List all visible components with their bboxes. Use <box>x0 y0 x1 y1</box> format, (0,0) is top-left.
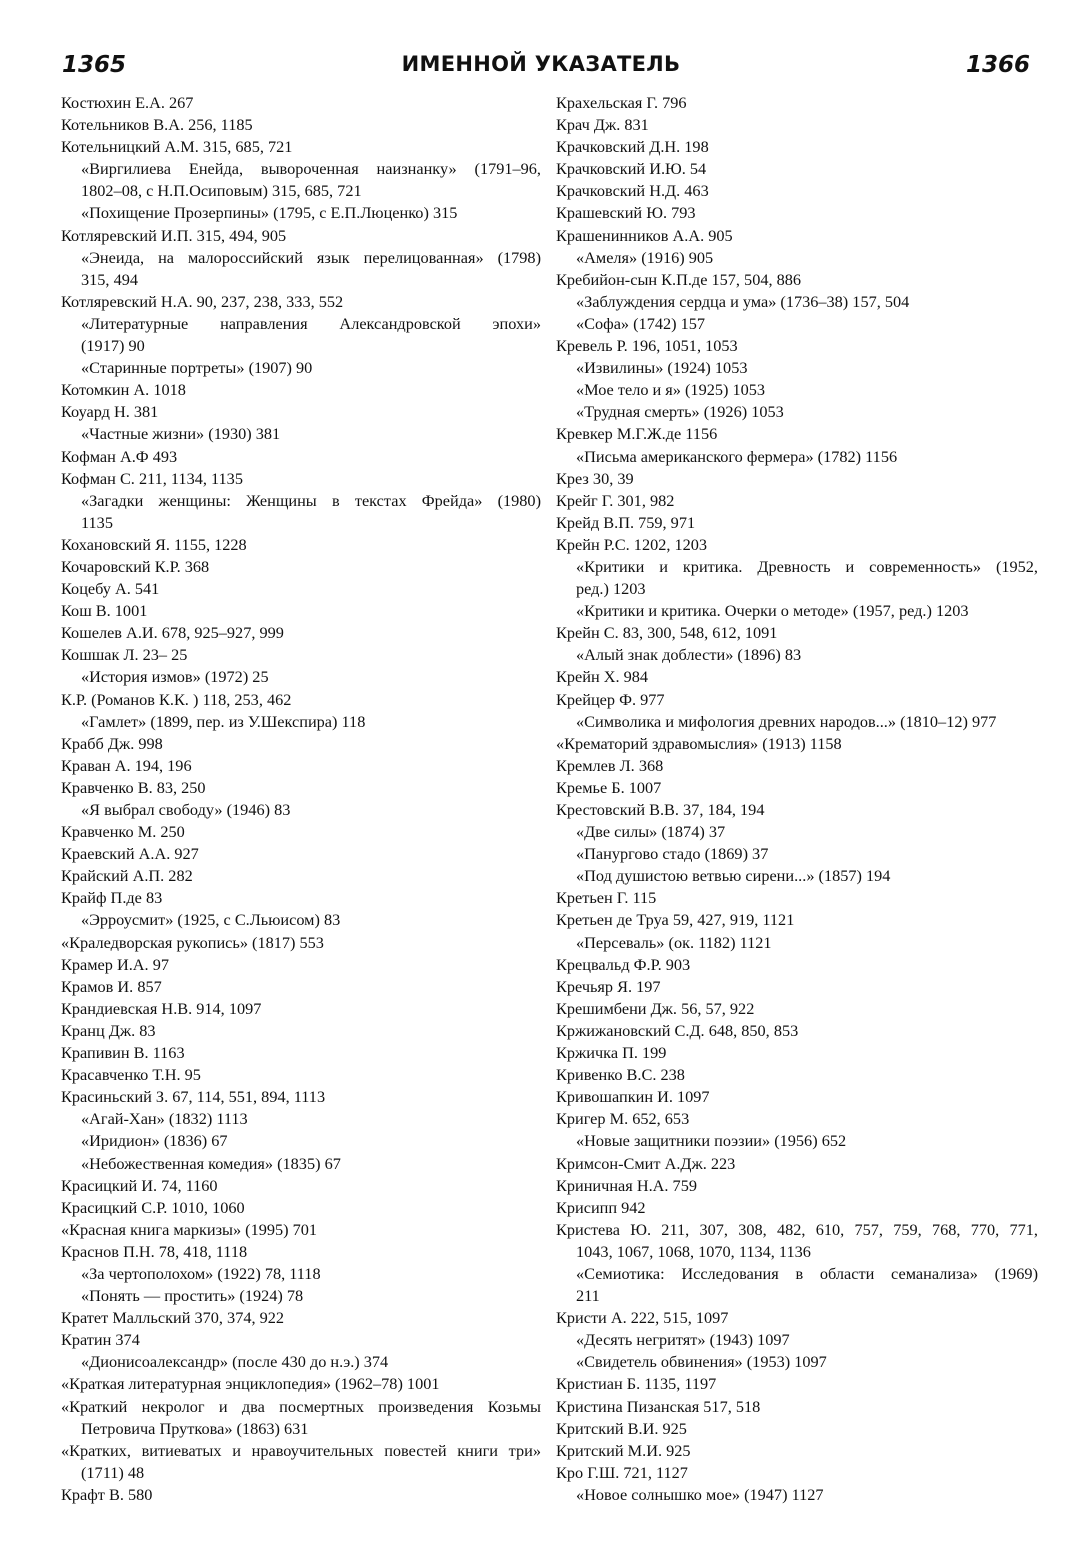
index-column-right <box>556 92 1038 1506</box>
index-subentry: (1711) 48 <box>81 1462 145 1482</box>
index-entry: Костюхин Е.А. 267 <box>61 93 194 112</box>
index-entry: Красицкий С.Р. 1010, 1060 <box>61 1197 245 1217</box>
index-entry: Котельницкий А.М. 315, 685, 721 <box>61 137 293 157</box>
index-subentry: «За чертополохом» (1922) 78, 1118 <box>81 1263 321 1283</box>
index-subentry: «Эрроусмит» (1925, с С.Льюисом) 83 <box>81 910 341 930</box>
index-entry: Кофман А.Ф 493 <box>61 446 178 466</box>
index-entry: «Красная книга маркизы» (1995) 701 <box>61 1219 318 1239</box>
index-entry: «Краледворская рукопись» (1817) 553 <box>61 932 324 952</box>
index-subentry: 1135 <box>81 512 113 532</box>
index-subentry: «Загадки женщины: Женщины в текстах Фрейда» (1980) <box>81 490 541 510</box>
index-entry: Кребийон-сын К.П.де 157, 504, 886 <box>556 269 802 289</box>
index-entry: Кочаровский К.Р. 368 <box>61 556 210 576</box>
index-entry: Коуард Н. 381 <box>61 402 159 422</box>
index-subentry: «Иридион» (1836) 67 <box>81 1131 228 1151</box>
index-entry: Кригер М. 652, 653 <box>556 1109 690 1129</box>
index-entry: Котляревский Н.А. 90, 237, 238, 333, 552 <box>61 291 344 311</box>
index-entry: Кристева Ю. 211, 307, 308, 482, 610, 757, 759, 768, 770, 771, <box>556 1219 1038 1239</box>
index-subentry: «Критики и критика. Древность и современность» (1952, <box>576 556 1038 576</box>
index-subentry: «Трудная смерть» (1926) 1053 <box>576 402 784 422</box>
index-subentry: «Новое солнышко мое» (1947) 1127 <box>576 1484 824 1504</box>
index-subentry: «Две силы» (1874) 37 <box>576 822 726 842</box>
index-entry: Кремье Б. 1007 <box>556 777 662 797</box>
index-subentry: «Заблуждения сердца и ума» (1736–38) 157, 504 <box>576 291 910 311</box>
index-subentry: «История измов» (1972) 25 <box>81 667 269 687</box>
index-entry: Крашевский Ю. 793 <box>556 203 696 223</box>
index-entry: Красиньский З. 67, 114, 551, 894, 1113 <box>61 1087 326 1107</box>
index-subentry: «Персеваль» (ок. 1182) 1121 <box>576 932 772 952</box>
index-subentry: 1802–08, с Н.П.Осиповым) 315, 685, 721 <box>81 181 362 201</box>
index-entry: Котомкин А. 1018 <box>61 380 186 400</box>
index-entry: Крачковский И.Ю. 54 <box>556 159 707 179</box>
index-subentry: (1917) 90 <box>81 336 145 356</box>
index-entry: Кратет Малльский 370, 374, 922 <box>61 1308 285 1328</box>
index-entry: Кристи А. 222, 515, 1097 <box>556 1308 729 1328</box>
index-entry: «Кратких, витиеватых и нравоучительных повестей книги три» <box>61 1440 541 1460</box>
index-subentry: «Старинные портреты» (1907) 90 <box>81 358 313 378</box>
index-subentry: 211 <box>576 1286 600 1306</box>
index-entry: Кржичка П. 199 <box>556 1043 667 1063</box>
index-entry: Крабб Дж. 998 <box>61 733 163 753</box>
index-entry: Крестовский В.В. 37, 184, 194 <box>556 800 765 819</box>
index-entry: Крейн Х. 984 <box>556 667 649 687</box>
index-entry: Крамов И. 857 <box>61 976 162 996</box>
index-subentry: «Небожественная комедия» (1835) 67 <box>81 1153 341 1173</box>
index-entry: Крачковский Н.Д. 463 <box>556 181 709 201</box>
index-subentry: «Гамлет» (1899, пер. из У.Шекспира) 118 <box>81 711 366 731</box>
index-entry: Крахельская Г. 796 <box>556 93 687 112</box>
index-entry: Крецвальд Ф.Р. 903 <box>556 954 691 974</box>
index-subentry: «Критики и критика. Очерки о методе» (1957, ред.) 1203 <box>576 601 969 621</box>
index-entry: Красицкий И. 74, 1160 <box>61 1175 218 1195</box>
index-entry: Красавченко Т.Н. 95 <box>61 1065 201 1085</box>
index-subentry: «Письма американского фермера» (1782) 1156 <box>576 446 898 466</box>
index-entry: Крейг Г. 301, 982 <box>556 490 675 510</box>
index-entry: Крапивин В. 1163 <box>61 1043 185 1063</box>
index-entry: Крамер И.А. 97 <box>61 954 169 974</box>
index-entry: Криничная Н.А. 759 <box>556 1175 697 1195</box>
index-entry: Краван А. 194, 196 <box>61 755 192 775</box>
index-entry: Крейцер Ф. 977 <box>556 689 665 709</box>
index-entry: Крайф П.де 83 <box>61 888 163 908</box>
index-entry: Кофман С. 211, 1134, 1135 <box>61 468 243 488</box>
index-subentry: 315, 494 <box>81 269 138 289</box>
index-entry: Крисипп 942 <box>556 1197 646 1217</box>
index-subentry: «Похищение Прозерпины» (1795, с Е.П.Люценко) 315 <box>81 203 458 223</box>
index-subentry: «Дионисоалександр» (после 430 до н.э.) 374 <box>81 1352 389 1372</box>
index-subentry: «Десять негритят» (1943) 1097 <box>576 1330 790 1350</box>
index-entry: Кретьен Г. 115 <box>556 888 657 908</box>
index-subentry: «Частные жизни» (1930) 381 <box>81 424 281 444</box>
index-subentry: «Понять — простить» (1924) 78 <box>81 1286 304 1306</box>
index-entry: Краснов П.Н. 78, 418, 1118 <box>61 1241 248 1261</box>
index-entry: «Крематорий здравомыслия» (1913) 1158 <box>556 733 842 753</box>
index-subentry: «Свидетель обвинения» (1953) 1097 <box>576 1352 827 1372</box>
index-entry: Кошелев А.И. 678, 925–927, 999 <box>61 623 284 643</box>
index-subentry: «Символика и мифология древних народов...» (1810–12) 977 <box>576 711 997 731</box>
index-subentry: «Амеля» (1916) 905 <box>576 247 714 267</box>
index-entry: Крешимбени Дж. 56, 57, 922 <box>556 998 755 1018</box>
index-subentry: Петровича Пруткова» (1863) 631 <box>81 1418 309 1438</box>
page-title: ИМЕННОЙ УКАЗАТЕЛЬ <box>401 52 681 76</box>
index-subentry: «Извилины» (1924) 1053 <box>576 358 748 378</box>
index-entry: Кранц Дж. 83 <box>61 1020 156 1040</box>
index-entry: Крандиевская Н.В. 914, 1097 <box>61 998 262 1018</box>
page-number-left: 1365 <box>62 52 127 78</box>
index-entry: Крафт В. 580 <box>61 1484 153 1504</box>
index-entry: Кревель Р. 196, 1051, 1053 <box>556 336 738 356</box>
index-subentry: «Семиотика: Исследования в области семанализа» (1969) <box>576 1263 1038 1283</box>
index-entry: Коцебу А. 541 <box>61 579 160 599</box>
index-entry: Крачковский Д.Н. 198 <box>556 137 709 157</box>
index-entry: Кревкер М.Г.Ж.де 1156 <box>556 424 718 444</box>
index-subentry: «Алый знак доблести» (1896) 83 <box>576 645 802 665</box>
index-entry: Кречьяр Я. 197 <box>556 976 661 996</box>
index-subentry: «Под душистою ветвью сирени...» (1857) 194 <box>576 866 891 886</box>
index-subentry: «Агай-Хан» (1832) 1113 <box>81 1109 248 1129</box>
index-entry: Крашенинников А.А. 905 <box>556 225 733 245</box>
index-column-left <box>61 92 541 1506</box>
index-entry: Кратин 374 <box>61 1330 140 1350</box>
index-subentry: 1043, 1067, 1068, 1070, 1134, 1136 <box>576 1241 811 1261</box>
index-entry: Краевский А.А. 927 <box>61 844 199 864</box>
index-entry: Кош В. 1001 <box>61 601 148 621</box>
index-entry: Критский В.И. 925 <box>556 1418 687 1438</box>
index-entry: Кохановский Я. 1155, 1228 <box>61 534 247 554</box>
index-entry: Котляревский И.П. 315, 494, 905 <box>61 225 287 245</box>
index-subentry: «Мое тело и я» (1925) 1053 <box>576 380 766 400</box>
index-subentry: «Софа» (1742) 157 <box>576 313 706 333</box>
index-subentry: «Панургово стадо (1869) 37 <box>576 844 769 864</box>
index-entry: Кравченко В. 83, 250 <box>61 777 206 797</box>
index-entry: Кривенко В.С. 238 <box>556 1065 685 1085</box>
index-entry: Крайский А.П. 282 <box>61 866 193 886</box>
index-entry: Крач Дж. 831 <box>556 115 649 135</box>
index-entry: Кристина Пизанская 517, 518 <box>556 1396 761 1416</box>
index-entry: Крейд В.П. 759, 971 <box>556 512 696 532</box>
page-header <box>0 52 1082 86</box>
index-entry: Критский М.И. 925 <box>556 1440 691 1460</box>
page-number-right: 1366 <box>965 52 1030 78</box>
index-entry: Кравченко М. 250 <box>61 822 185 842</box>
index-entry: Крейн Р.С. 1202, 1203 <box>556 534 708 554</box>
index-subentry: «Новые защитники поэзии» (1956) 652 <box>576 1131 847 1151</box>
index-subentry: «Я выбрал свободу» (1946) 83 <box>81 800 291 819</box>
index-entry: Кро Г.Ш. 721, 1127 <box>556 1462 688 1482</box>
index-subentry: «Литературные направления Александровской эпохи» <box>81 313 541 333</box>
index-entry: Кремлев Л. 368 <box>556 755 664 775</box>
index-entry: Кретьен де Труа 59, 427, 919, 1121 <box>556 910 795 930</box>
index-entry: Кржижановский С.Д. 648, 850, 853 <box>556 1020 799 1040</box>
index-subentry: «Виргилиева Енейда, вывороченная наизнанку» (1791–96, <box>81 159 541 179</box>
index-subentry: «Энеида, на малороссийский язык перелицованная» (1798) <box>81 247 541 267</box>
index-entry: Кривошапкин И. 1097 <box>556 1087 710 1107</box>
index-entry: Кристиан Б. 1135, 1197 <box>556 1374 717 1394</box>
index-entry: Крез 30, 39 <box>556 468 634 488</box>
index-entry: Котельников В.А. 256, 1185 <box>61 115 253 135</box>
index-entry: К.Р. (Романов К.К. ) 118, 253, 462 <box>61 689 292 709</box>
index-entry: Кошшак Л. 23– 25 <box>61 645 188 665</box>
index-entry: Кримсон-Смит А.Дж. 223 <box>556 1153 736 1173</box>
index-entry: «Краткий некролог и два посмертных произведения Козьмы <box>61 1396 541 1416</box>
index-entry: Крейн С. 83, 300, 548, 612, 1091 <box>556 623 778 643</box>
index-entry: «Краткая литературная энциклопедия» (1962–78) 1001 <box>61 1374 440 1394</box>
index-subentry: ред.) 1203 <box>576 579 646 599</box>
